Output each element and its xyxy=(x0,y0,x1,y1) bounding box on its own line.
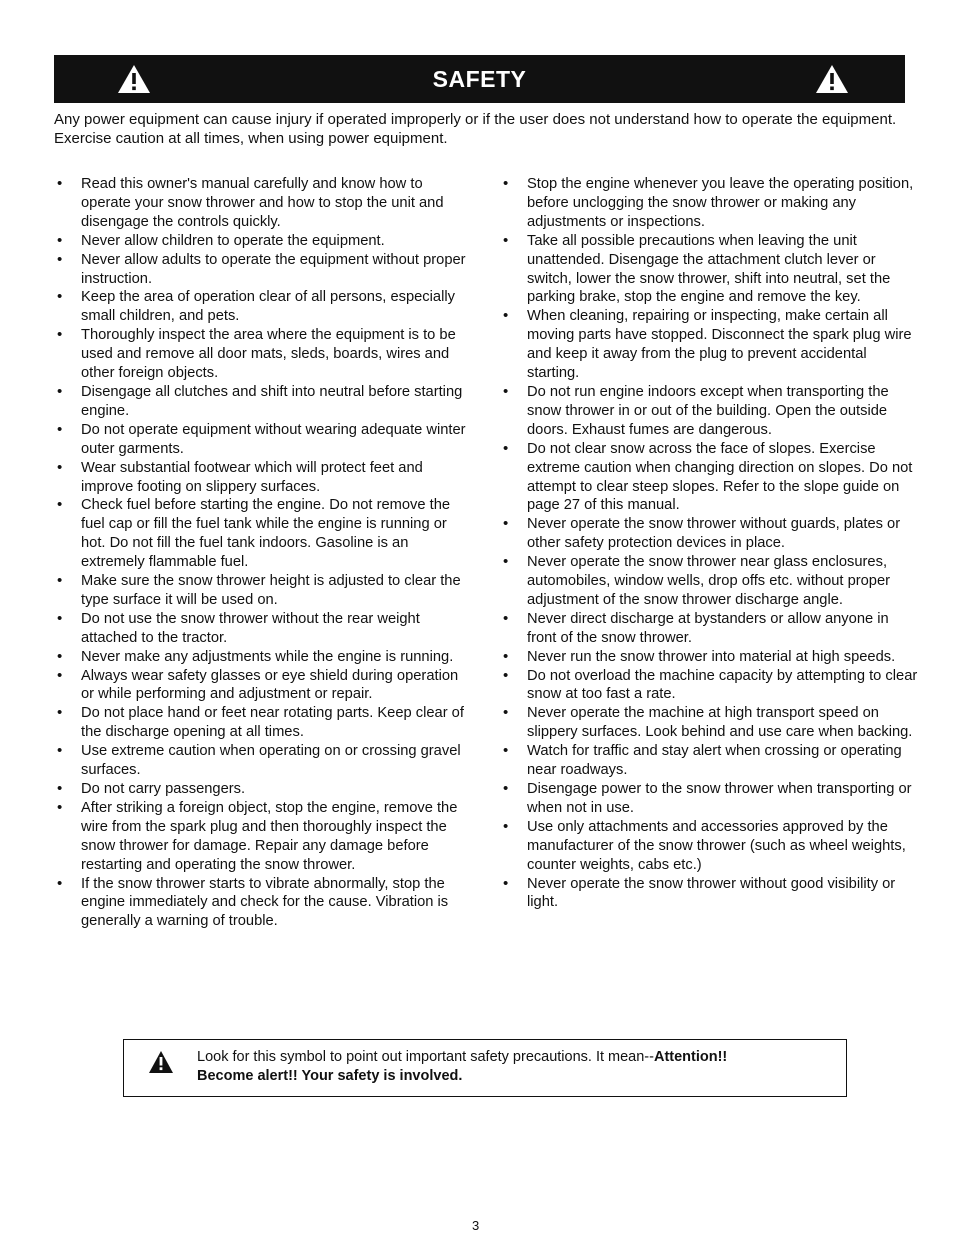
list-item: • Do not clear snow across the face of slopes. Exercise extreme caution when changing direction on slopes. Do not attempt to clear steep slopes. Refer to the slope guide on page 27 of this manual. xyxy=(500,440,918,516)
warning-triangle-icon xyxy=(148,1050,174,1074)
list-item: • Never operate the machine at high transport speed on slippery surfaces. Look behind and use care when backing. xyxy=(500,704,918,742)
list-item: • If the snow thrower starts to vibrate abnormally, stop the engine immediately and check for the cause. Vibration is generally a warning of trouble. xyxy=(54,875,474,932)
list-item: • Keep the area of operation clear of all persons, especially small children, and pets. xyxy=(54,288,474,326)
notice-body: Look for this symbol to point out important safety precautions. It mean-- xyxy=(197,1049,654,1065)
notice-attention: Attention!! xyxy=(653,1049,728,1065)
list-item: • Do not run engine indoors except when transporting the snow thrower in or out of the building. Open the outside doors. Exhaust fumes are dangerous. xyxy=(500,383,918,440)
list-item: • Use extreme caution when operating on or crossing gravel surfaces. xyxy=(54,742,474,780)
notice-alert: Become alert!! Your safety is involved. xyxy=(197,1068,463,1084)
warning-triangle-icon xyxy=(814,63,850,95)
list-item: • Check fuel before starting the engine. Do not remove the fuel cap or fill the fuel tank while the engine is running or hot. Do not fill the fuel tank indoors. Gasoline is an extremely flammable fuel. xyxy=(54,496,474,572)
list-item: • Never operate the snow thrower without good visibility or light. xyxy=(500,875,918,913)
safety-notice-box xyxy=(123,1039,847,1097)
intro-paragraph: Any power equipment can cause injury if operated improperly or if the user does not understand how to operate the equipment. Exercise caution at all times, when using power equipment. xyxy=(54,111,897,147)
list-item: • Make sure the snow thrower height is adjusted to clear the type surface it will be used on. xyxy=(54,572,474,610)
list-item: • Disengage all clutches and shift into neutral before starting engine. xyxy=(54,383,474,421)
list-item: • Watch for traffic and stay alert when crossing or operating near roadways. xyxy=(500,742,918,780)
list-item: • Do not operate equipment without wearing adequate winter outer garments. xyxy=(54,421,474,459)
list-item: • Never operate the snow thrower without guards, plates or other safety protection devices in place. xyxy=(500,515,918,553)
list-item: • Do not carry passengers. xyxy=(54,780,474,799)
list-item: • Never run the snow thrower into material at high speeds. xyxy=(500,648,918,667)
safety-list-left xyxy=(54,175,474,931)
list-item: • Never make any adjustments while the engine is running. xyxy=(54,648,474,667)
list-item: • Do not overload the machine capacity by attempting to clear snow at too fast a rate. xyxy=(500,667,918,705)
safety-list-right xyxy=(500,175,918,912)
list-item: • Wear substantial footwear which will protect feet and improve footing on slippery surfaces. xyxy=(54,459,474,497)
list-item: • Do not use the snow thrower without the rear weight attached to the tractor. xyxy=(54,610,474,648)
list-item: • Never allow children to operate the equipment. xyxy=(54,232,474,251)
warning-triangle-icon xyxy=(116,63,152,95)
page-title: SAFETY xyxy=(432,65,527,92)
list-item: • Always wear safety glasses or eye shield during operation or while performing and adjustment or repair. xyxy=(54,667,474,705)
list-item: • Never direct discharge at bystanders or allow anyone in front of the snow thrower. xyxy=(500,610,918,648)
list-item: • Never operate the snow thrower near glass enclosures, automobiles, window wells, drop offs etc. without proper adjustment of the snow thrower discharge angle. xyxy=(500,553,918,610)
safety-banner xyxy=(54,55,905,103)
list-item: • Do not place hand or feet near rotating parts. Keep clear of the discharge opening at all times. xyxy=(54,704,474,742)
list-item: • When cleaning, repairing or inspecting, make certain all moving parts have stopped. Disconnect the spark plug wire and keep it away from the plug to prevent accidental starting. xyxy=(500,307,918,383)
list-item: • Take all possible precautions when leaving the unit unattended. Disengage the attachment clutch lever or switch, lower the snow thrower, shift into neutral, set the parking brake, stop the engine and remove the key. xyxy=(500,232,918,308)
list-item: • Use only attachments and accessories approved by the manufacturer of the snow thrower (such as wheel weights, counter weights, cabs etc.) xyxy=(500,818,918,875)
list-item: • After striking a foreign object, stop the engine, remove the wire from the spark plug and then thoroughly inspect the snow thrower for damage. Repair any damage before restarting and operating the snow thrower. xyxy=(54,799,474,875)
list-item: • Read this owner's manual carefully and know how to operate your snow thrower and how to stop the unit and disengage the controls quickly. xyxy=(54,175,474,232)
list-item: • Stop the engine whenever you leave the operating position, before unclogging the snow thrower or making any adjustments or inspections. xyxy=(500,175,918,232)
notice-text xyxy=(197,1048,842,1086)
list-item: • Thoroughly inspect the area where the equipment is to be used and remove all door mats, sleds, boards, wires and other foreign objects. xyxy=(54,326,474,383)
list-item: • Disengage power to the snow thrower when transporting or when not in use. xyxy=(500,780,918,818)
list-item: • Never allow adults to operate the equipment without proper instruction. xyxy=(54,251,474,289)
page-number: 3 xyxy=(472,1218,480,1233)
